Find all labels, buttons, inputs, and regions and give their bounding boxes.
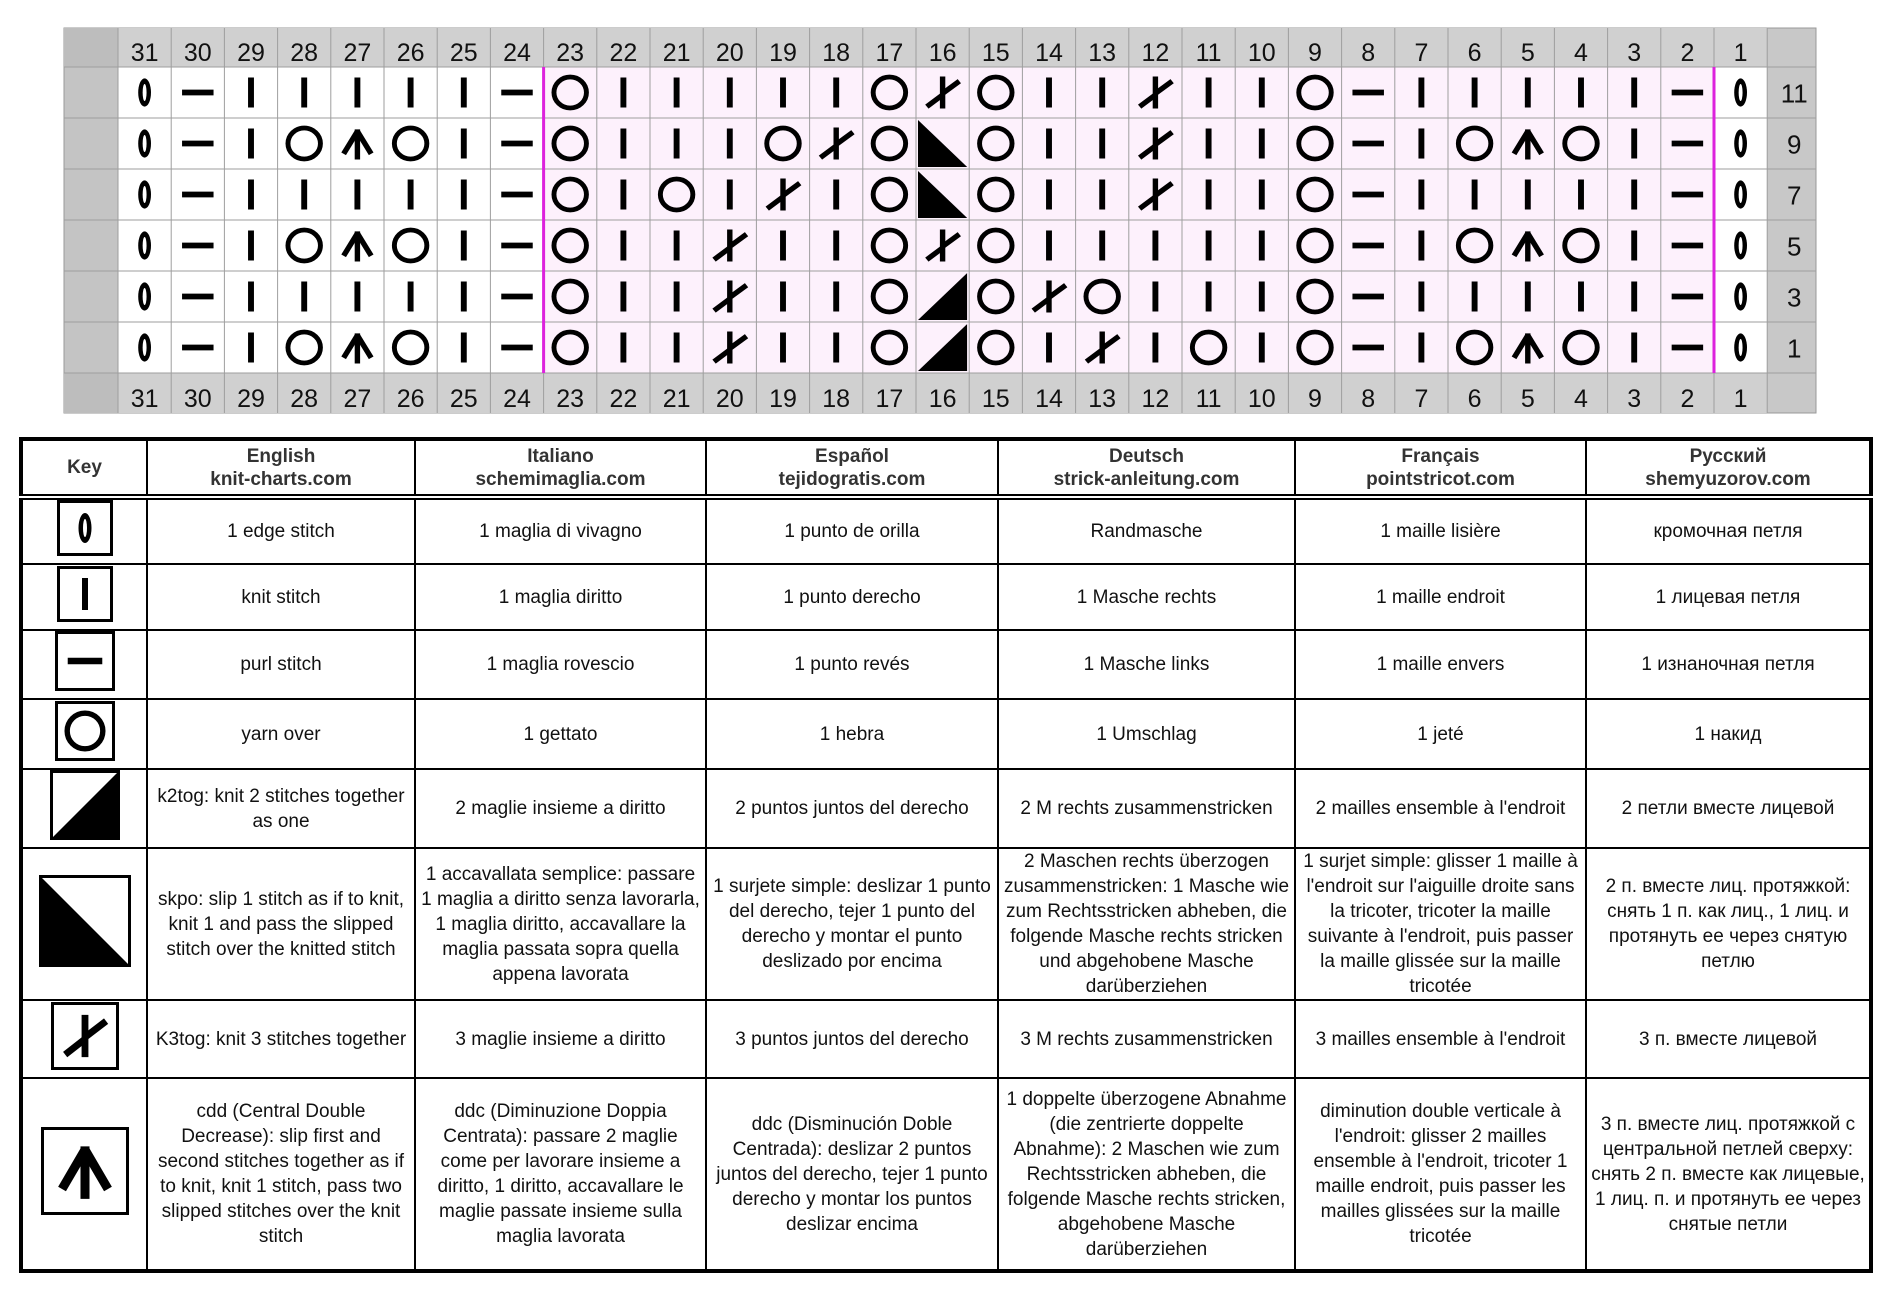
edge-symbol — [138, 231, 151, 259]
purl-stitch-icon — [55, 631, 115, 691]
column-number-top: 8 — [1361, 39, 1376, 67]
column-number-bottom: 15 — [981, 385, 1010, 413]
key-skpo — [21, 848, 147, 1000]
legend-cell-de: 1 Masche links — [998, 630, 1295, 699]
edge-symbol — [1734, 129, 1747, 157]
column-number-top: 19 — [769, 39, 797, 67]
edge-symbol — [1734, 282, 1747, 310]
column-number-top: 25 — [449, 39, 478, 67]
legend-cell-ru: кромочная петля — [1586, 497, 1871, 564]
column-number-bottom: 28 — [290, 385, 319, 413]
header-english: English knit-charts.com — [147, 439, 415, 497]
column-number-bottom: 8 — [1361, 385, 1376, 413]
column-number-bottom: 27 — [343, 385, 372, 413]
knitting-chart — [0, 0, 1886, 432]
legend-cell-en: purl stitch — [147, 630, 415, 699]
column-number-top: 13 — [1088, 39, 1117, 67]
edge-symbol — [1734, 180, 1747, 208]
column-number-bottom: 7 — [1414, 385, 1429, 413]
column-number-bottom: 16 — [928, 385, 957, 413]
legend-cell-de: 2 M rechts zusammenstricken — [998, 769, 1295, 848]
edge-symbol — [1734, 333, 1747, 361]
legend-cell-it: 2 maglie insieme a diritto — [415, 769, 706, 848]
column-number-bottom: 29 — [237, 385, 265, 413]
legend-cell-en: k2tog: knit 2 stitches together as one — [147, 769, 415, 848]
legend-row-cdd — [21, 1078, 1871, 1271]
legend-header-row — [21, 439, 1871, 497]
edge-symbol — [138, 180, 151, 208]
edge-symbol — [1734, 78, 1747, 106]
column-number-top: 30 — [183, 39, 212, 67]
column-number-top: 11 — [1195, 39, 1222, 67]
row-number: 5 — [1786, 231, 1802, 262]
legend-cell-fr: diminution double verticale à l'endroit: glisser 2 mailles ensemble à l'endroit, tricoter 1 maille endroit, puis passer les mailles glissées sur la maille tricotée — [1295, 1078, 1586, 1271]
column-number-bottom: 4 — [1574, 385, 1588, 413]
row-number: 1 — [1786, 333, 1802, 364]
k2tog-icon — [50, 770, 120, 840]
column-number-bottom: 31 — [130, 385, 159, 413]
legend-cell-en: knit stitch — [147, 564, 415, 630]
legend-cell-fr: 2 mailles ensemble à l'endroit — [1295, 769, 1586, 848]
edge-symbol — [138, 129, 151, 157]
legend-cell-ru: 1 накид — [1586, 699, 1871, 769]
key-k3tog — [21, 1000, 147, 1078]
column-number-top: 18 — [822, 39, 851, 67]
legend-cell-es: 1 punto revés — [706, 630, 998, 699]
header-espanol: Español tejidogratis.com — [706, 439, 998, 497]
legend-cell-it: 3 maglie insieme a diritto — [415, 1000, 706, 1078]
legend-row-edge — [21, 497, 1871, 564]
column-number-top: 9 — [1308, 39, 1322, 67]
column-number-top: 17 — [875, 39, 904, 67]
column-number-bottom: 14 — [1035, 385, 1063, 413]
column-number-top: 10 — [1247, 39, 1276, 67]
column-number-top: 26 — [396, 39, 425, 67]
legend-cell-ru: 2 п. вместе лиц. протяжкой: снять 1 п. как лиц., 1 лиц. и протянуть ее через снятую петлю — [1586, 848, 1871, 1000]
legend-cell-fr: 1 maille envers — [1295, 630, 1586, 699]
legend-cell-it: 1 maglia diritto — [415, 564, 706, 630]
legend-cell-it: 1 maglia rovescio — [415, 630, 706, 699]
column-number-bottom: 30 — [183, 385, 212, 413]
column-number-top: 20 — [715, 39, 744, 67]
column-number-top: 3 — [1627, 39, 1642, 67]
skpo-icon — [39, 875, 131, 967]
legend-cell-fr: 3 mailles ensemble à l'endroit — [1295, 1000, 1586, 1078]
legend-row-skpo — [21, 848, 1871, 1000]
column-number-bottom: 10 — [1247, 385, 1276, 413]
column-number-bottom: 17 — [875, 385, 904, 413]
column-number-bottom: 20 — [715, 385, 744, 413]
legend-cell-ru: 1 лицевая петля — [1586, 564, 1871, 630]
legend-cell-fr: 1 maille lisière — [1295, 497, 1586, 564]
knit-stitch-icon — [57, 566, 113, 622]
legend-cell-ru: 2 петли вместе лицевой — [1586, 769, 1871, 848]
legend-row-purl — [21, 630, 1871, 699]
header-russian: Русский shemyuzorov.com — [1586, 439, 1871, 497]
column-number-bottom: 23 — [556, 385, 585, 413]
key-edge — [21, 497, 147, 564]
column-number-bottom: 18 — [822, 385, 851, 413]
column-number-bottom: 21 — [662, 385, 691, 413]
legend-cell-it: 1 maglia di vivagno — [415, 497, 706, 564]
header-key: Key — [21, 439, 147, 497]
column-number-top: 5 — [1520, 39, 1535, 67]
row-number: 7 — [1786, 180, 1802, 211]
row-number: 3 — [1786, 282, 1802, 313]
column-number-top: 7 — [1414, 39, 1429, 67]
row-spacer — [64, 67, 118, 118]
column-number-top: 4 — [1574, 39, 1588, 67]
header-deutsch: Deutsch strick-anleitung.com — [998, 439, 1295, 497]
legend-cell-it: 1 gettato — [415, 699, 706, 769]
column-number-top: 29 — [237, 39, 265, 67]
legend-cell-es: 1 surjete simple: deslizar 1 punto del derecho, tejer 1 punto del derecho y montar el punto deslizado por encima — [706, 848, 998, 1000]
column-number-top: 2 — [1680, 39, 1695, 67]
column-number-top: 22 — [609, 39, 638, 67]
legend-cell-en: K3tog: knit 3 stitches together — [147, 1000, 415, 1078]
row-spacer — [64, 220, 118, 271]
column-number-bottom: 19 — [769, 385, 797, 413]
row-spacer — [64, 118, 118, 169]
column-number-bottom: 12 — [1141, 385, 1170, 413]
column-number-top: 24 — [503, 39, 531, 67]
column-number-bottom: 6 — [1467, 385, 1482, 413]
yarn-over-icon — [55, 701, 115, 761]
key-knit — [21, 564, 147, 630]
column-number-top: 28 — [290, 39, 319, 67]
legend-cell-de: 3 M rechts zusammenstricken — [998, 1000, 1295, 1078]
legend-cell-es: 2 puntos juntos del derecho — [706, 769, 998, 848]
column-number-top: 12 — [1141, 39, 1170, 67]
column-number-bottom: 24 — [503, 385, 531, 413]
legend-cell-ru: 3 п. вместе лиц. протяжкой с центральной петлей сверху: снять 2 п. вместе как лицевые, 1 лиц. п. и протянуть ее через снятые петли — [1586, 1078, 1871, 1271]
legend-cell-en: yarn over — [147, 699, 415, 769]
legend-cell-es: 1 hebra — [706, 699, 998, 769]
legend-cell-fr: 1 jeté — [1295, 699, 1586, 769]
edge-symbol — [138, 78, 151, 106]
legend-cell-en: 1 edge stitch — [147, 497, 415, 564]
edge-symbol — [138, 333, 151, 361]
column-number-top: 31 — [130, 39, 159, 67]
row-spacer — [64, 271, 118, 322]
legend-cell-de: 1 doppelte überzogene Abnahme (die zentrierte doppelte Abnahme): 2 Maschen wie zum Rechtsstricken abheben, die folgende Masche rechts stricken, abgehobene Masche darüberziehen — [998, 1078, 1295, 1271]
edge-symbol — [138, 282, 151, 310]
edge-symbol — [1734, 231, 1747, 259]
legend-cell-fr: 1 maille endroit — [1295, 564, 1586, 630]
column-number-bottom: 22 — [609, 385, 638, 413]
legend-cell-es: 1 punto de orilla — [706, 497, 998, 564]
legend-cell-it: ddc (Diminuzione Doppia Centrata): passare 2 maglie come per lavorare insieme a diritto, 1 diritto, accavallare le maglie passate insieme sulla maglia lavorata — [415, 1078, 706, 1271]
legend-row-yarn-over — [21, 699, 1871, 769]
legend-cell-de: 2 Maschen rechts überzogen zusammenstricken: 1 Masche wie zum Rechtsstricken abheben, die folgende Masche rechts stricken und abgehobene Masche darüberziehen — [998, 848, 1295, 1000]
legend-cell-de: 1 Masche rechts — [998, 564, 1295, 630]
header-italiano: Italiano schemimaglia.com — [415, 439, 706, 497]
column-number-top: 21 — [662, 39, 691, 67]
row-number: 11 — [1780, 78, 1808, 109]
row-number: 9 — [1786, 129, 1802, 160]
key-k2tog — [21, 769, 147, 848]
legend-cell-ru: 3 п. вместе лицевой — [1586, 1000, 1871, 1078]
cdd-icon — [41, 1127, 129, 1215]
row-spacer — [64, 322, 118, 373]
column-number-top: 6 — [1467, 39, 1482, 67]
column-number-top: 27 — [343, 39, 372, 67]
legend-cell-es: ddc (Disminución Doble Centrada): deslizar 2 puntos juntos del derecho, tejer 1 punto derecho y montar los puntos deslizar encima — [706, 1078, 998, 1271]
column-number-bottom: 11 — [1195, 385, 1222, 413]
legend-cell-ru: 1 изнаночная петля — [1586, 630, 1871, 699]
legend-cell-en: skpo: slip 1 stitch as if to knit, knit 1 and pass the slipped stitch over the knitted stitch — [147, 848, 415, 1000]
stitch-legend-table — [19, 437, 1873, 1273]
legend-cell-de: Randmasche — [998, 497, 1295, 564]
column-number-top: 23 — [556, 39, 585, 67]
edge-stitch-icon — [57, 500, 113, 556]
column-number-top: 16 — [928, 39, 957, 67]
column-number-bottom: 5 — [1520, 385, 1535, 413]
column-number-bottom: 26 — [396, 385, 425, 413]
header-francais: Français pointstricot.com — [1295, 439, 1586, 497]
legend-row-knit — [21, 564, 1871, 630]
column-number-bottom: 25 — [449, 385, 478, 413]
legend-row-k3tog — [21, 1000, 1871, 1078]
legend-cell-en: cdd (Central Double Decrease): slip first and second stitches together as if to knit, knit 1 stitch, pass two slipped stitches over the knit stitch — [147, 1078, 415, 1271]
column-number-top: 15 — [981, 39, 1010, 67]
legend-cell-de: 1 Umschlag — [998, 699, 1295, 769]
column-number-bottom: 1 — [1733, 385, 1748, 413]
column-number-top: 1 — [1733, 39, 1748, 67]
row-spacer — [64, 169, 118, 220]
key-cdd — [21, 1078, 147, 1271]
column-number-bottom: 13 — [1088, 385, 1117, 413]
legend-row-k2tog — [21, 769, 1871, 848]
column-number-bottom: 2 — [1680, 385, 1695, 413]
column-number-bottom: 9 — [1308, 385, 1322, 413]
key-purl — [21, 630, 147, 699]
column-number-top: 14 — [1035, 39, 1063, 67]
legend-cell-it: 1 accavallata semplice: passare 1 maglia a diritto senza lavorarla, 1 maglia diritto, accavallare la maglia passata sopra quella appena lavorata — [415, 848, 706, 1000]
key-yarn-over — [21, 699, 147, 769]
column-number-bottom: 3 — [1627, 385, 1642, 413]
legend-cell-es: 1 punto derecho — [706, 564, 998, 630]
k3tog-icon — [51, 1002, 119, 1070]
legend-cell-fr: 1 surjet simple: glisser 1 maille à l'endroit sur l'aiguille droite sans la tricoter, tricoter la maille suivante à l'endroit, puis passer la maille glissée sur la maille tricotée — [1295, 848, 1586, 1000]
legend-cell-es: 3 puntos juntos del derecho — [706, 1000, 998, 1078]
